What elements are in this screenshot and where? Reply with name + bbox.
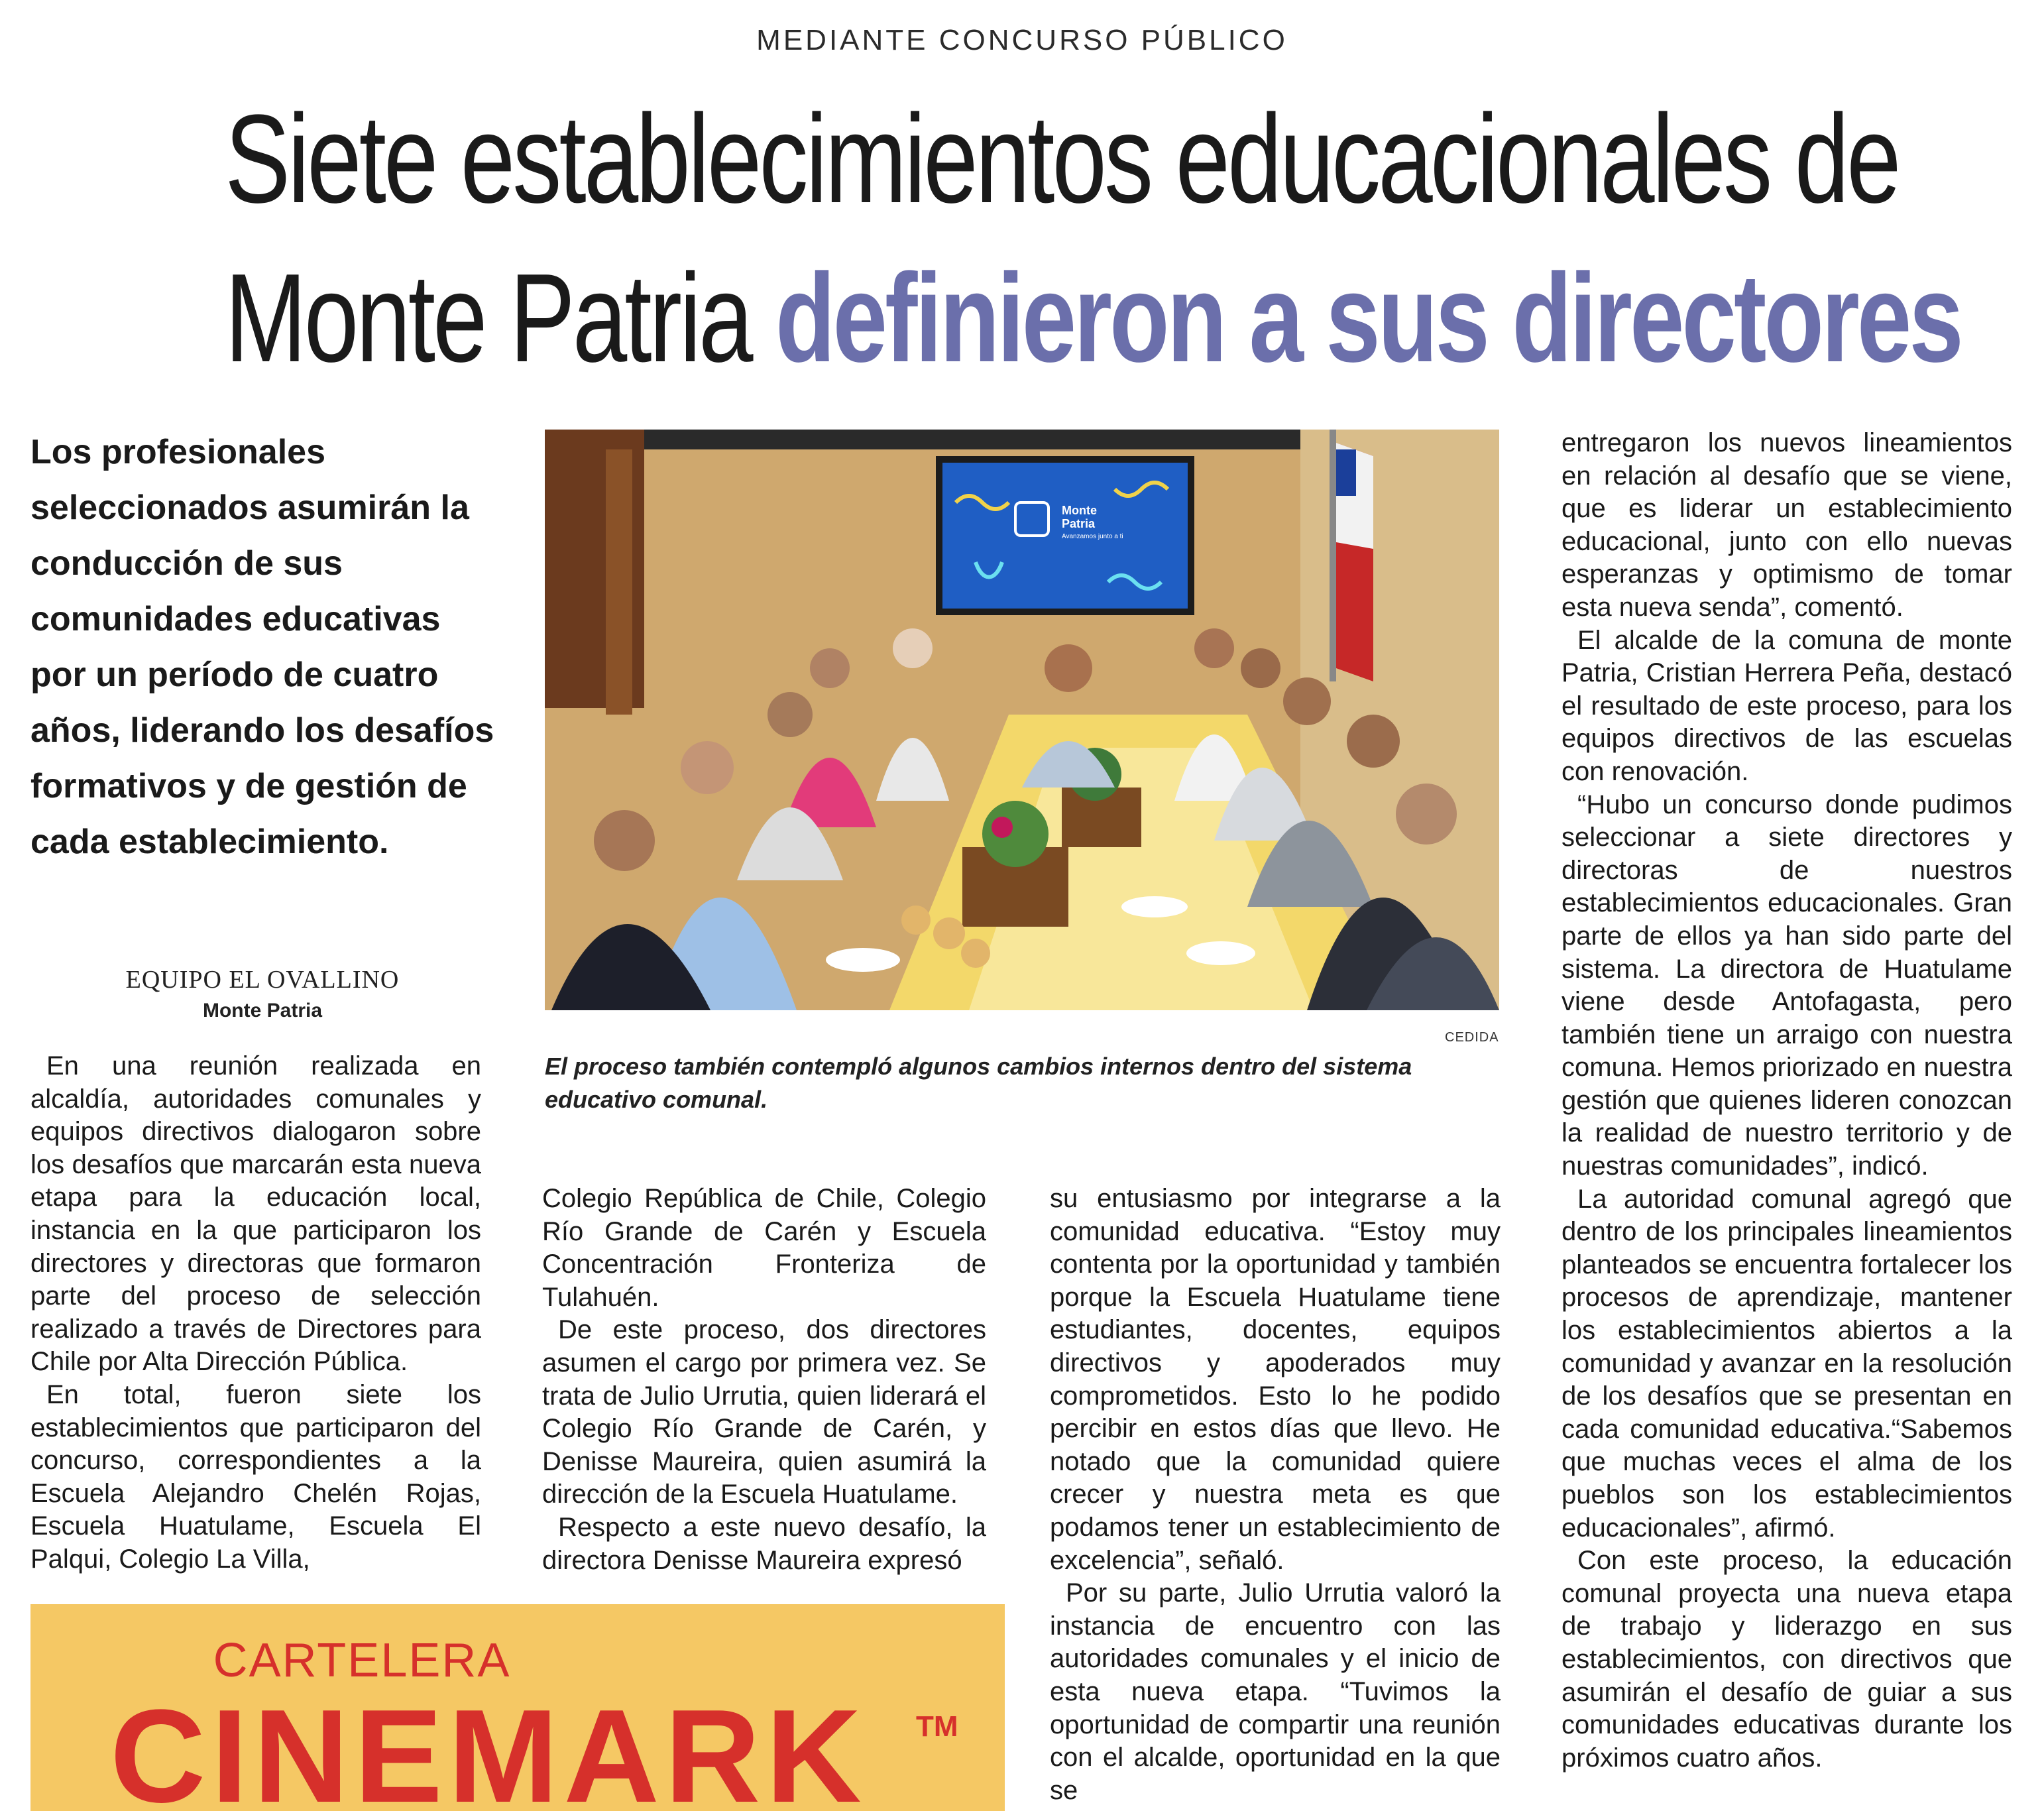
headline-plain-part: Monte Patria (225, 248, 751, 388)
photo-person-11-head (1396, 784, 1457, 845)
byline-author: EQUIPO EL OVALLINO (125, 966, 400, 994)
photo-person-4-head (767, 692, 813, 737)
cinemark-advertisement[interactable] (30, 1604, 1005, 1811)
article-kicker: MEDIANTE CONCURSO PÚBLICO (756, 24, 1288, 56)
column-1-paragraph: En total, fueron siete los establecimientos que participaron del concurso, correspondientes a la Escuela Alejandro Chelén Rojas, Escuela Huatulame, Escuela El Palqui, Colegio La Villa, (30, 1379, 481, 1574)
photo-person-3-head (810, 648, 850, 688)
column-1-paragraph: En una reunión realizada en alcaldía, autoridades comunales y equipos directivos dialogaron sobre los desafíos que marcarán esta nueva etapa para la educación local, instancia en la que participaron los directores y directoras que formaron parte del proceso de selección realizado a través de Directores para Chile por Alta Dirección Pública. (30, 1051, 481, 1377)
column-4-paragraph: La autoridad comunal agregó que dentro de los principales lineamientos planteados se encuentra fortalecer los procesos de aprendizaje, mantener los establecimientos abiertos a la comunidad y avanzar en la resolución de los desafíos que se presentan en cada comunidad educativa.“Sabemos que muchas veces el alma de los pueblos son los establecimientos educacionales”, afirmó. (1561, 1184, 2012, 1543)
photo-plate-3 (1186, 941, 1255, 965)
photo-person-5-head (681, 741, 734, 794)
photo-person-7-head (1194, 628, 1234, 668)
tv-logo-line-2: Patria (1062, 517, 1096, 530)
tv-logo-tagline: Avanzamos junto a ti (1062, 533, 1123, 540)
photo-flag-pole (1330, 430, 1336, 681)
column-2-paragraph: Colegio República de Chile, Colegio Río Grande de Carén y Escuela Concentración Fronteriza de Tulahuén. (542, 1184, 986, 1312)
article-headline (225, 80, 1961, 398)
article-lede: Los profesionales seleccionados asumirán la conducción de sus comunidades educativas por un período de cuatro años, liderando los desafíos formativos y de gestión de cada establecimiento. (30, 433, 494, 861)
photo-person-10-head (1347, 715, 1400, 768)
photo-plant-2 (982, 801, 1049, 867)
photo-plate-1 (1121, 896, 1188, 917)
photo-plate-2 (826, 948, 900, 972)
photo-caption: El proceso también contempló algunos cambios internos dentro del sistema educativo comunal. (545, 1053, 1412, 1113)
ad-brand-logo: CINEMARK (110, 1682, 867, 1811)
column-4-paragraph: El alcalde de la comuna de monte Patria, Cristian Herrera Peña, destacó el resultado de este proceso, para los equipos directivos de las escuelas con renovación. (1561, 625, 2012, 786)
photo-flower (992, 817, 1013, 838)
ad-label: CARTELERA (213, 1634, 511, 1687)
column-2-paragraph: De este proceso, dos directores asumen el cargo por primera vez. Se trata de Julio Urrutia, quien liderará el Colegio Río Grande de Carén, y Denisse Maureira, quien asumirá la dirección de la Escuela Huatulame. (542, 1315, 986, 1509)
photo-bread-3 (961, 939, 990, 968)
body-column-1 (30, 1050, 481, 1576)
column-4-paragraph: “Hubo un concurso donde pudimos seleccionar a siete directores y directoras de nuestros establecimientos educacionales. Gran parte de ellos ya han sido parte del sistema. La directora de Huatulame viene desde Antofagasta, pero también tiene un arraigo con nuestra comuna. Hemos priorizado en nuestra gestión que quienes lideren conozcan la realidad de nuestro territorio y de nuestras comunidades”, indicó. (1561, 789, 2012, 1181)
body-column-4 (1561, 427, 2012, 1775)
column-3-paragraph: su entusiasmo por integrarse a la comunidad educativa. “Estoy muy contenta por la oportunidad y también porque la Escuela Huatulame tiene estudiantes, docentes, equipos directivos y apoderados muy comprometidos. Esto lo he podido percibir en estos días que llevo. He notado que la comunidad quiere crecer y nuestra meta es que podamos tener un establecimiento de excelencia”, señaló. (1050, 1184, 1501, 1575)
meeting-photo-illustration (545, 430, 1499, 1010)
photo-credit: CEDIDA (1445, 1030, 1499, 1045)
article-photo (545, 430, 1499, 1010)
photo-person-6-head (594, 810, 655, 871)
column-4-paragraph: entregaron los nuevos lineamientos en relación al desafío que se viene, que es liderar un establecimiento educacional, junto con ello nuevas esperanzas y optimismo de tomar esta nueva senda”, comentó. (1561, 428, 2012, 622)
photo-door-frame (606, 449, 632, 715)
photo-person-8-head (1241, 648, 1280, 688)
tv-logo-line-1: Monte (1062, 504, 1097, 517)
headline-line-2 (225, 239, 1961, 398)
headline-line-1: Siete establecimientos educacionales de (225, 89, 1899, 229)
column-2-paragraph: Respecto a este nuevo desafío, la directora Denisse Maureira expresó (542, 1512, 986, 1575)
byline (30, 965, 494, 1022)
body-column-2 (542, 1183, 986, 1577)
photo-flag-blue (1336, 449, 1356, 496)
photo-person-center-head (1045, 644, 1092, 692)
column-3-paragraph: Por su parte, Julio Urrutia valoró la instancia de encuentro con las autoridades comunales y el inicio de esta nueva etapa. “Tuvimos la oportunidad de compartir una reunión con el alcalde, oportunidad en la que se (1050, 1578, 1501, 1805)
headline-highlight: definieron a sus directores (775, 248, 1961, 388)
ad-trademark: TM (916, 1710, 958, 1743)
body-column-3 (1050, 1183, 1501, 1807)
column-4-paragraph: Con este proceso, la educación comunal proyecta una nueva etapa de trabajo y liderazgo en sus establecimientos, con directivos que asumirán el desafío de guiar a sus comunidades educativas durante los próximos cuatro años. (1561, 1546, 2012, 1773)
photo-person-9-head (1283, 677, 1331, 725)
photo-bread-1 (933, 917, 965, 949)
byline-location: Monte Patria (202, 1000, 323, 1022)
photo-person-2-head (893, 628, 933, 668)
photo-bread-2 (901, 905, 931, 935)
